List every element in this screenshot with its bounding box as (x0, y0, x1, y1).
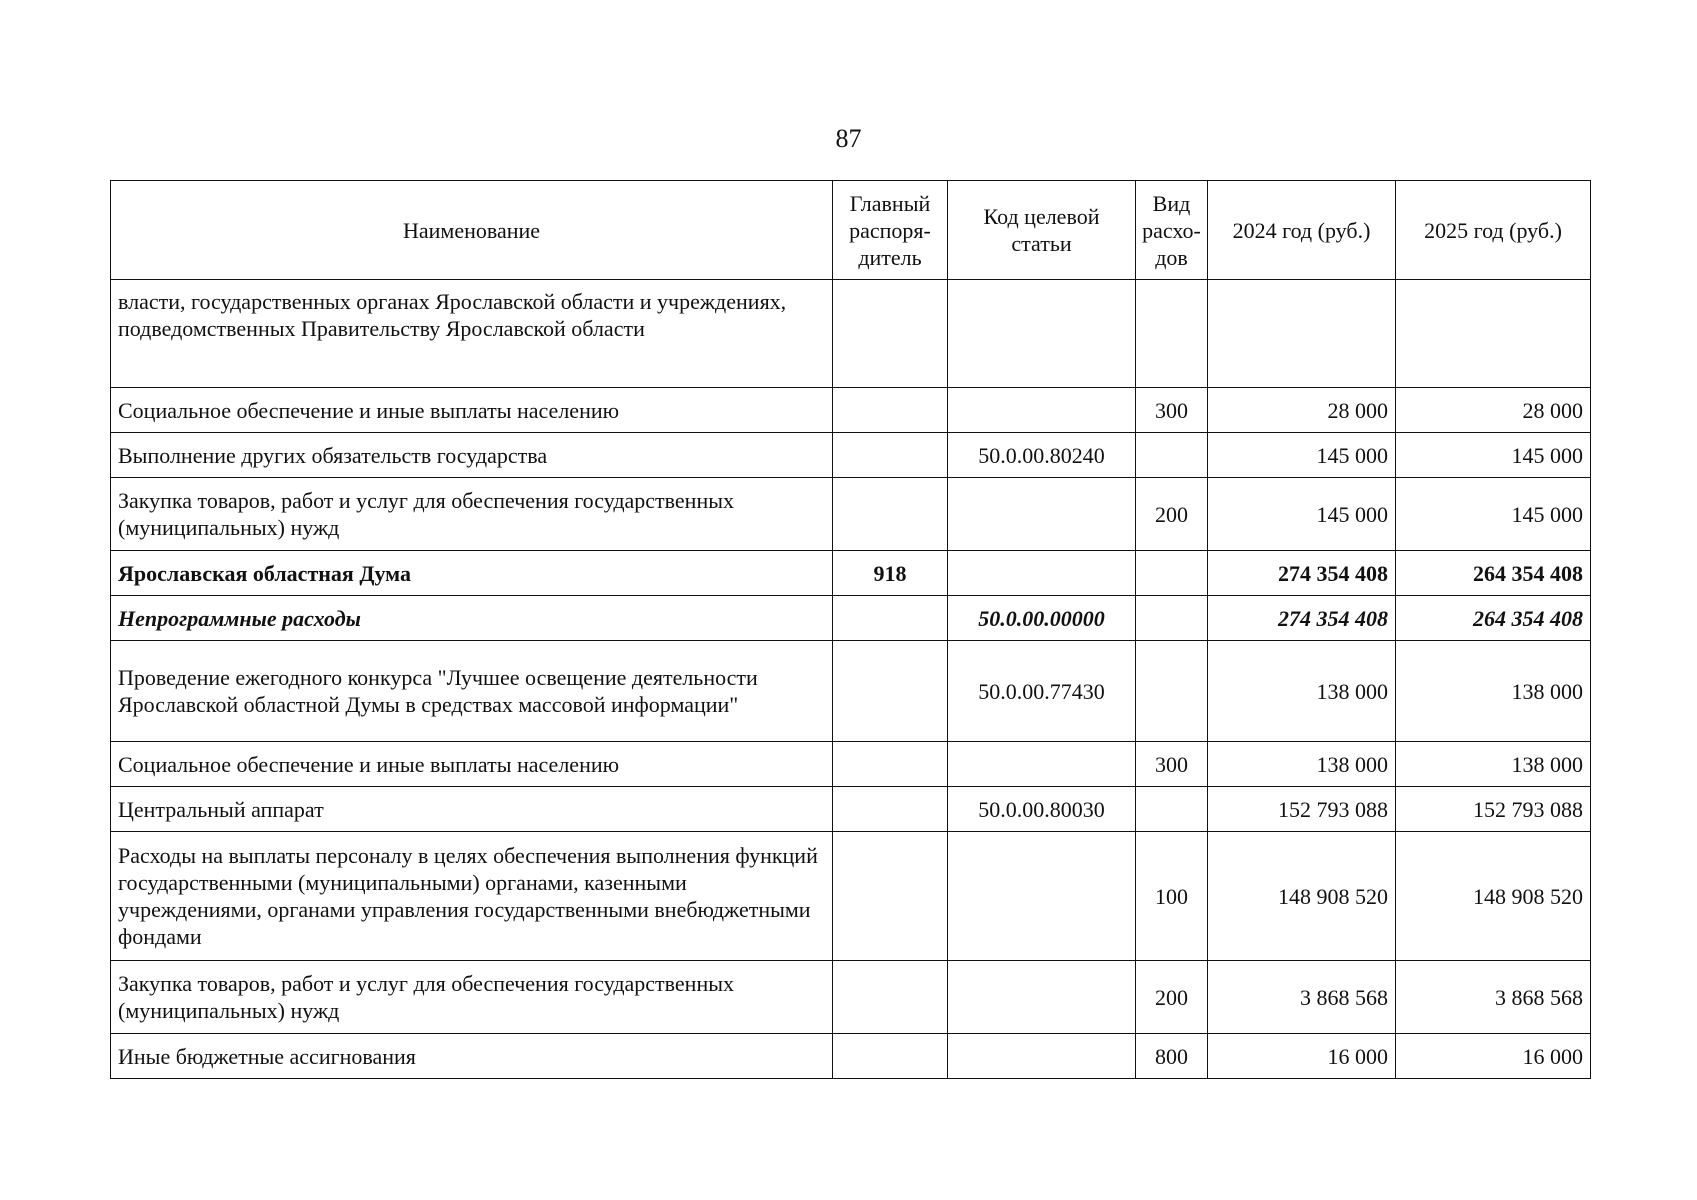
cell-code: 50.0.00.00000 (948, 596, 1136, 641)
cell-manager (833, 596, 948, 641)
table-row (111, 832, 1591, 961)
cell-code (948, 961, 1136, 1034)
cell-name: Проведение ежегодного конкурса "Лучшее освещение деятельности Ярославской областной Думы в средствах массовой информации" (111, 641, 833, 742)
table-header-row (111, 181, 1591, 280)
page-number: 87 (835, 124, 862, 153)
cell-2025: 138 000 (1396, 641, 1591, 742)
table-row (111, 433, 1591, 478)
cell-2024: 152 793 088 (1208, 787, 1396, 832)
cell-manager (833, 1034, 948, 1079)
cell-kind (1136, 433, 1208, 478)
cell-kind (1136, 596, 1208, 641)
table-row (111, 478, 1591, 551)
cell-name: Социальное обеспечение и иные выплаты населению (111, 742, 833, 787)
table-row (111, 551, 1591, 596)
header-expense-type: Вид расхо-дов (1136, 181, 1208, 280)
cell-name: Иные бюджетные ассигнования (111, 1034, 833, 1079)
header-year-2025: 2025 год (руб.) (1396, 181, 1591, 280)
cell-name: Непрограммные расходы (111, 596, 833, 641)
cell-2024: 274 354 408 (1208, 596, 1396, 641)
cell-2024: 3 868 568 (1208, 961, 1396, 1034)
cell-kind: 200 (1136, 961, 1208, 1034)
cell-name: Центральный аппарат (111, 787, 833, 832)
cell-2025: 152 793 088 (1396, 787, 1591, 832)
cell-kind: 800 (1136, 1034, 1208, 1079)
cell-2024 (1208, 280, 1396, 388)
table-row (111, 961, 1591, 1034)
cell-code: 50.0.00.80240 (948, 433, 1136, 478)
cell-2025: 28 000 (1396, 388, 1591, 433)
cell-name: Ярославская областная Дума (111, 551, 833, 596)
table-row (111, 596, 1591, 641)
cell-kind (1136, 787, 1208, 832)
cell-name: Закупка товаров, работ и услуг для обеспечения государственных (муниципальных) нужд (111, 961, 833, 1034)
table-row (111, 1034, 1591, 1079)
header-name: Наименование (111, 181, 833, 280)
cell-code: 50.0.00.80030 (948, 787, 1136, 832)
table-row (111, 280, 1591, 388)
cell-manager (833, 433, 948, 478)
cell-code (948, 551, 1136, 596)
cell-manager (833, 961, 948, 1034)
cell-manager (833, 478, 948, 551)
cell-2025: 16 000 (1396, 1034, 1591, 1079)
cell-manager (833, 787, 948, 832)
header-target-code: Код целевой статьи (948, 181, 1136, 280)
table-row (111, 388, 1591, 433)
cell-2024: 145 000 (1208, 478, 1396, 551)
cell-code (948, 742, 1136, 787)
cell-2025: 3 868 568 (1396, 961, 1591, 1034)
cell-kind: 200 (1136, 478, 1208, 551)
table-row (111, 641, 1591, 742)
header-manager: Главный распоря-дитель (833, 181, 948, 280)
cell-2025: 138 000 (1396, 742, 1591, 787)
cell-name: Закупка товаров, работ и услуг для обеспечения государственных (муниципальных) нужд (111, 478, 833, 551)
cell-2025: 148 908 520 (1396, 832, 1591, 961)
cell-manager: 918 (833, 551, 948, 596)
cell-manager (833, 280, 948, 388)
cell-kind: 300 (1136, 742, 1208, 787)
cell-2024: 138 000 (1208, 742, 1396, 787)
cell-2025: 264 354 408 (1396, 596, 1591, 641)
cell-2024: 145 000 (1208, 433, 1396, 478)
cell-2025: 264 354 408 (1396, 551, 1591, 596)
cell-manager (833, 388, 948, 433)
header-year-2024: 2024 год (руб.) (1208, 181, 1396, 280)
cell-manager (833, 742, 948, 787)
table-row (111, 742, 1591, 787)
cell-name: Социальное обеспечение и иные выплаты населению (111, 388, 833, 433)
cell-manager (833, 832, 948, 961)
cell-2025 (1396, 280, 1591, 388)
cell-kind: 100 (1136, 832, 1208, 961)
budget-table (110, 180, 1591, 1079)
cell-kind: 300 (1136, 388, 1208, 433)
cell-code (948, 388, 1136, 433)
cell-2024: 138 000 (1208, 641, 1396, 742)
cell-2025: 145 000 (1396, 478, 1591, 551)
cell-kind (1136, 551, 1208, 596)
cell-kind (1136, 641, 1208, 742)
cell-code (948, 280, 1136, 388)
cell-2025: 145 000 (1396, 433, 1591, 478)
cell-code (948, 478, 1136, 551)
cell-manager (833, 641, 948, 742)
cell-code (948, 832, 1136, 961)
cell-2024: 274 354 408 (1208, 551, 1396, 596)
cell-name: Выполнение других обязательств государства (111, 433, 833, 478)
cell-code (948, 1034, 1136, 1079)
cell-2024: 16 000 (1208, 1034, 1396, 1079)
table-row (111, 787, 1591, 832)
cell-name: Расходы на выплаты персоналу в целях обеспечения выполнения функций государственными (муниципальными) органами, казенными учреждениями, органами управления государственными внебюджетными фондами (111, 832, 833, 961)
cell-kind (1136, 280, 1208, 388)
cell-code: 50.0.00.77430 (948, 641, 1136, 742)
cell-name: власти, государственных органах Ярославской области и учреждениях, подведомственных Правительству Ярославской области (111, 280, 833, 388)
cell-2024: 148 908 520 (1208, 832, 1396, 961)
cell-2024: 28 000 (1208, 388, 1396, 433)
